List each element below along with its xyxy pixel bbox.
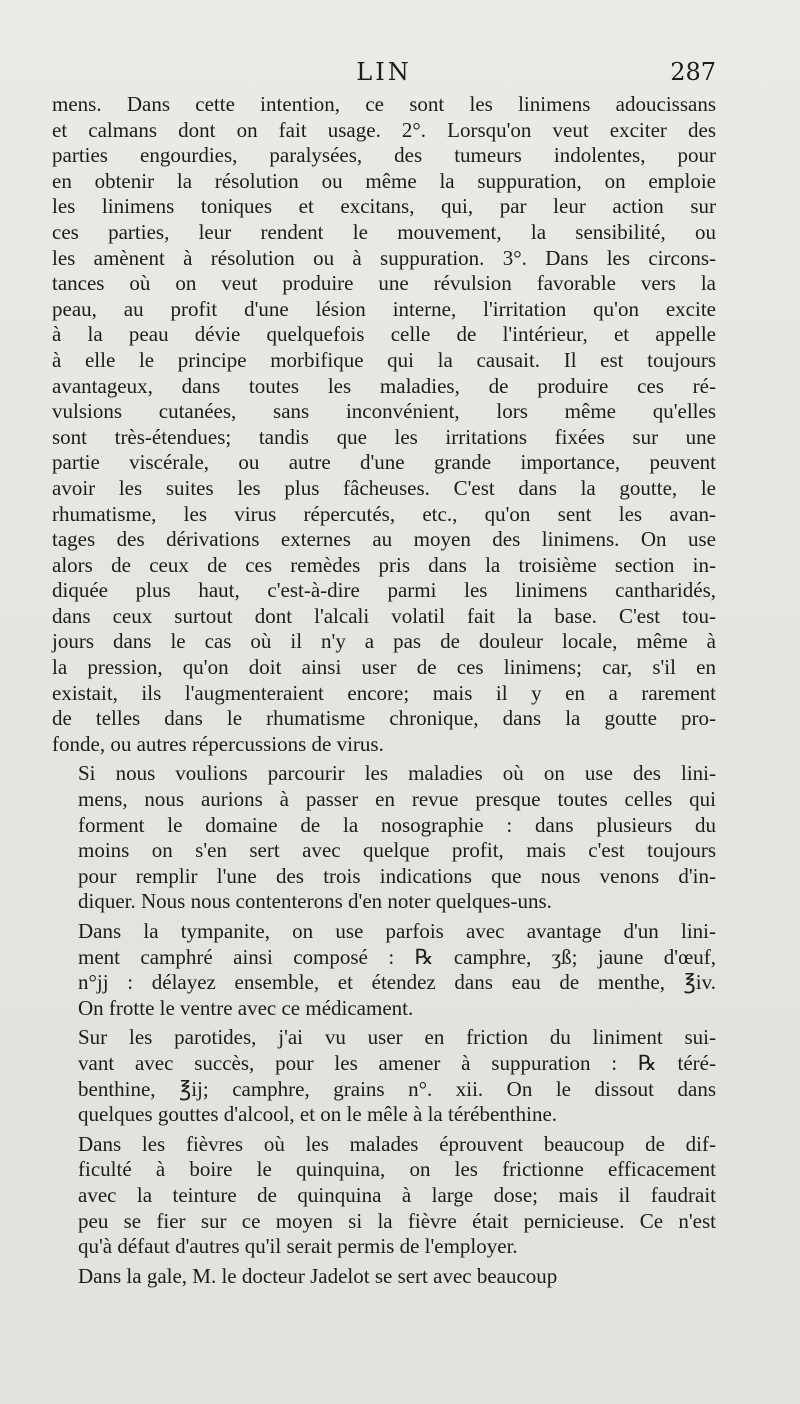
text-line: avantageux, dans toutes les maladies, de produire ces ré- [52,373,716,398]
text-line: vulsions cutanées, sans inconvénient, lors même qu'elles [52,399,716,424]
text-line: ces parties, leur rendent le mouvement, la sensibilité, ou [52,219,716,244]
text-line: les linimens toniques et excitans, qui, par leur action sur [52,194,716,219]
paragraph [52,761,716,915]
text-line: quelques gouttes d'alcool, et on le mêle à la térébenthine. [78,1102,558,1127]
text-line: jours dans le cas où il n'y a pas de douleur locale, même à [52,629,716,654]
text-line: dans ceux surtout dont l'alcali volatil fait la base. C'est tou- [52,603,716,628]
text-line: fonde, ou autres répercussions de virus. [52,731,384,756]
text-line: Sur les parotides, j'ai vu user en friction du liniment sui- [78,1025,716,1050]
text-line: mens. Dans cette intention, ce sont les linimens adoucissans [52,92,716,116]
text-line: Si nous voulions parcourir les maladies où on use des lini- [78,761,716,786]
text-line: peu se fier sur ce moyen si la fièvre était pernicieuse. Ce n'est [78,1208,716,1233]
text-line: à la peau dévie quelquefois celle de l'intérieur, et appelle [52,322,716,347]
text-line: existait, ils l'augmenteraient encore; mais il y en a rarement [52,680,716,705]
paragraph [52,1025,716,1127]
text-line: vant avec succès, pour les amener à suppuration : ℞ téré- [78,1050,716,1075]
text-line: de telles dans le rhumatisme chronique, dans la goutte pro- [52,706,716,731]
text-line: qu'à défaut d'autres qu'il serait permis de l'employer. [78,1234,518,1259]
text-line: ficulté à boire le quinquina, on les frictionne efficacement [78,1157,716,1182]
text-line: benthine, ℥ij; camphre, grains n°. xii. On le dissout dans [78,1076,716,1101]
text-line: diquée plus haut, c'est-à-dire parmi les linimens cantharidés, [52,578,716,603]
text-line: avoir les suites les plus fâcheuses. C'est dans la goutte, le [52,475,716,500]
text-line: partie viscérale, ou autre d'une grande importance, peuvent [52,450,716,475]
text-line: On frotte le ventre avec ce médicament. [78,995,414,1020]
text-line: et calmans dont on fait usage. 2°. Lorsqu'on veut exciter des [52,117,716,142]
text-line: les amènent à résolution ou à suppuration. 3°. Dans les circons- [52,245,716,270]
text-line: Dans la tympanite, on use parfois avec avantage d'un lini- [78,919,716,943]
paragraph [52,1264,716,1290]
text-line: Dans les fièvres où les malades éprouvent beaucoup de dif- [78,1131,716,1156]
text-line: alors de ceux de ces remèdes pris dans la troisième section in- [52,552,716,577]
paragraph [52,919,716,1021]
text-line: avec la teinture de quinquina à large dose; mais il faudrait [78,1182,716,1207]
text-line: peau, au profit d'une lésion interne, l'irritation qu'on excite [52,296,716,321]
page-number: 287 [670,58,716,86]
body-text [52,92,716,1289]
text-line: la pression, qu'on doit ainsi user de ces linimens; car, s'il en [52,655,716,680]
text-line: forment le domaine de la nosographie : dans plusieurs du [78,812,716,837]
text-line: tages des dérivations externes au moyen des linimens. On use [52,527,716,552]
paragraph [52,92,716,757]
text-line: ment camphré ainsi composé : ℞ camphre, ʒß; jaune d'œuf, [78,944,716,969]
text-line: diquer. Nous nous contenterons d'en noter quelques-uns. [78,889,552,914]
text-line: mens, nous aurions à passer en revue presque toutes celles qui [78,787,716,812]
text-line: n°jj : délayez ensemble, et étendez dans eau de menthe, ℥iv. [78,970,716,995]
paragraph [52,1132,716,1260]
running-head: LIN [356,58,412,86]
text-line: rhumatisme, les virus répercutés, etc., qu'on sent les avan- [52,501,716,526]
text-line: parties engourdies, paralysées, des tumeurs indolentes, pour [52,143,716,168]
text-line: Dans la gale, M. le docteur Jadelot se sert avec beaucoup [78,1263,558,1288]
text-line: tances où on veut produire une révulsion favorable vers la [52,271,716,296]
text-line: sont très-étendues; tandis que les irritations fixées sur une [52,424,716,449]
page-header [52,58,716,92]
text-line: à elle le principe morbifique qui la causait. Il est toujours [52,347,716,372]
text-line: moins on s'en sert avec quelque profit, mais c'est toujours [78,838,716,863]
text-line: en obtenir la résolution ou même la suppuration, on emploie [52,168,716,193]
text-line: pour remplir l'une des trois indications que nous venons d'in- [78,863,716,888]
